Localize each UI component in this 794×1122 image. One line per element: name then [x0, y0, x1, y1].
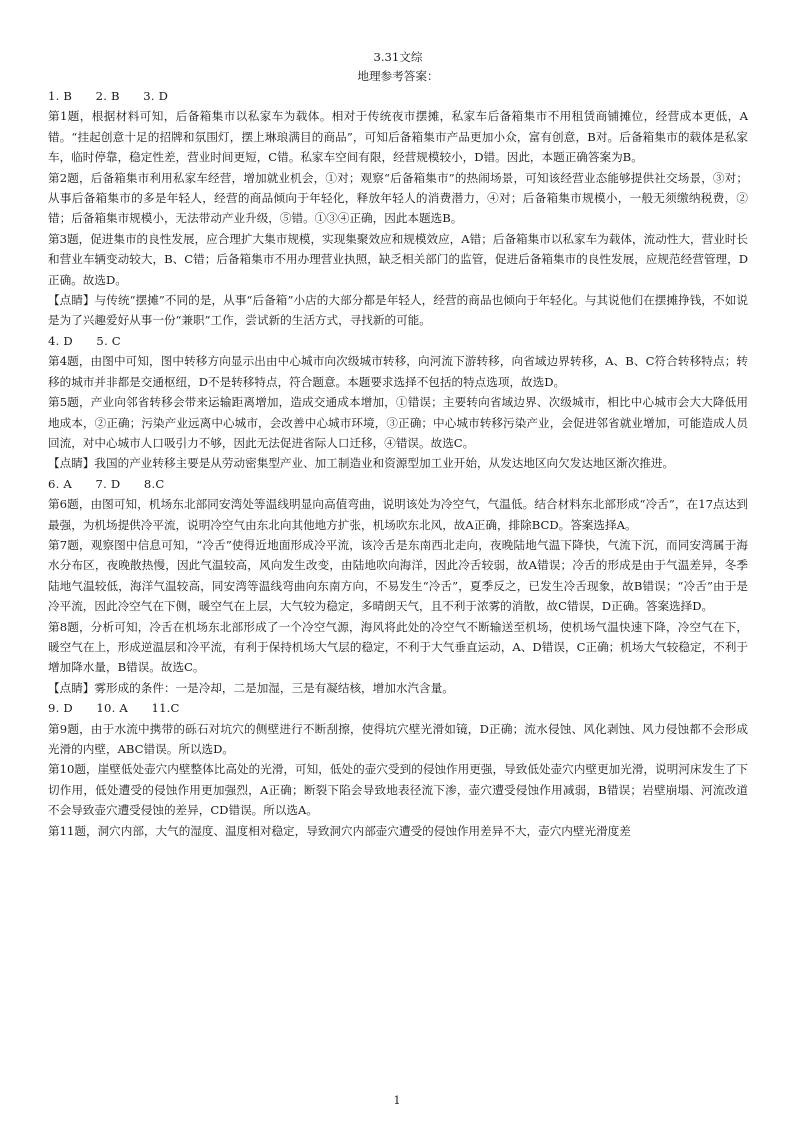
explanation-paragraph: 【点睛】我国的产业转移主要是从劳动密集型产业、加工制造业和资源型加工业开始，从发达地区向欠发达地区渐次推进。	[48, 456, 675, 471]
answer-key-line: 9. D 10. A 11.C	[48, 701, 180, 716]
answer-content	[48, 86, 748, 841]
page-body	[48, 48, 748, 841]
answer-key-line: 6. A 7. D 8.C	[48, 476, 165, 491]
explanation-paragraph: 第4题，由图中可知，图中转移方向显示出由中心城市向次级城市转移，向河流下游转移，向省域边界转移，A、B、C符合转移特点；转移的城市并非都是交通枢纽，D不是转移特点，符合题意。本题要求选择不包括的特点选项，故选D。	[48, 354, 748, 389]
explanation-paragraph: 第2题，后备箱集市利用私家车经营，增加就业机会，①对；观察“后备箱集市”的热闹场景，可知该经营业态能够提供社交场景，③对；从事后备箱集市的多是年轻人，经营的商品倾向于年轻化，释放年轻人的消费潜力，④对；后备箱集市规模小，一般无须缴纳税费，②错；后备箱集市规模小，无法带动产业升级，⑤错。①③④正确，因此本题选B。	[48, 170, 748, 226]
explanation-paragraph: 第10题，崖壁低处壶穴内壁整体比高处的光滑，可知，低处的壶穴受到的侵蚀作用更强，导致低处壶穴内壁更加光滑，说明河床发生了下切作用，低处遭受的侵蚀作用更加强烈，A正确；断裂下陷会导致地表径流下渗，壶穴遭受侵蚀作用减弱，B错误；岩壁崩塌、河流改道不会导致壶穴遭受侵蚀的差异，CD错误。所以选A。	[48, 762, 748, 818]
explanation-paragraph: 第11题，洞穴内部，大气的湿度、温度相对稳定，导致洞穴内部壶穴遭受的侵蚀作用差异不大，壶穴内壁光滑度差	[48, 823, 631, 838]
explanation-paragraph: 【点睛】雾形成的条件：一是冷却，二是加湿，三是有凝结核，增加水汽含量。	[48, 680, 454, 695]
explanation-paragraph: 第1题，根据材料可知，后备箱集市以私家车为载体。相对于传统夜市摆摊，私家车后备箱集市不用租赁商铺摊位，经营成本更低，A错。“挂起创意十足的招牌和氛围灯，摆上琳琅满目的商品”，可知后备箱集市产品更加小众，富有创意，B对。后备箱集市的载体是私家车，临时停靠，稳定性差，营业时间更短，C错。私家车空间有限，经营规模较小，D错。因此，本题正确答案为B。	[48, 109, 748, 165]
page-subtitle: 地理参考答案：	[357, 69, 439, 83]
explanation-paragraph: 第9题，由于水流中携带的砾石对坑穴的侧壁进行不断刮擦，使得坑穴壁光滑如镜，D正确；流水侵蚀、风化剥蚀、风力侵蚀都不会形成光滑的内壁，ABC错误。所以选D。	[48, 721, 748, 756]
answer-key-line: 4. D 5. C	[48, 333, 121, 348]
explanation-paragraph: 第5题，产业向邻省转移会带来运输距离增加，造成交通成本增加，①错误；主要转向省域边界、次级城市，相比中心城市会大大降低用地成本，②正确；污染产业远离中心城市，会改善中心城市环境，③正确；中心城市转移污染产业，会促进邻省就业增加，可能造成人员回流，对中心城市人口吸引力不够，因此无法促进省际人口迁移，④错误。故选C。	[48, 395, 748, 450]
explanation-paragraph: 第6题，由图可知，机场东北部同安湾处等温线明显向高值弯曲，说明该处为冷空气，气温低。结合材料东北部形成“冷舌”，在17点达到最强，为机场提供冷平流，说明冷空气由东北向其他地方扩张，机场吹东北风，故A正确，排除BCD。答案选择A。	[48, 497, 748, 532]
explanation-paragraph: 第3题，促进集市的良性发展，应合理扩大集市规模，实现集聚效应和规模效应，A错；后备箱集市以私家车为载体，流动性大，营业时长和营业车辆变动较大，B、C错；后备箱集市不用办理营业执照，缺乏相关部门的监管，促进后备箱集市的良性发展，应规范经营管理，D正确。故选D。	[48, 231, 748, 287]
explanation-paragraph: 【点睛】与传统“摆摊”不同的是，从事“后备箱”小店的大部分都是年轻人，经营的商品也倾向于年轻化。与其说他们在摆摊挣钱，不如说是为了兴趣爱好从事一份“兼职”工作，尝试新的生活方式，寻找新的可能。	[48, 293, 748, 328]
explanation-paragraph: 第8题，分析可知，冷舌在机场东北部形成了一个冷空气源，海风将此处的冷空气不断输送至机场，使机场气温快速下降，冷空气在下，暖空气在上，形成逆温层和冷平流，有利于保持机场大气层的稳定，不利于大气垂直运动，A、D错误，C正确；机场大气较稳定，不利于增加降水量，B错误。故选C。	[48, 619, 748, 675]
answer-key-line: 1. B 2. B 3. D	[48, 89, 169, 103]
explanation-paragraph: 第7题，观察图中信息可知，“冷舌”使得近地面形成冷平流，该冷舌是东南西北走向，夜晚陆地气温下降快，气流下沉，而同安湾属于海水分布区，夜晚散热慢，因此气温较高，风向发生改变，由陆地吹向海洋，因此冷舌较弱，故A错误；冷舌的形成是由于气温差异，冬季陆地气温较低，海洋气温较高，同安湾等温线弯曲向东南方向，不易发生“冷舌”，夏季反之，已发生冷舌现象，故B错误；“冷舌”由于是冷平流，因此冷空气在下侧，暖空气在上层，大气较为稳定，多晴朗天气，且不利于浓雾的消散，故C错误，D正确。答案选择D。	[48, 537, 748, 614]
page-title: 3.31文综	[373, 50, 423, 64]
page-number: 1	[393, 1094, 401, 1107]
